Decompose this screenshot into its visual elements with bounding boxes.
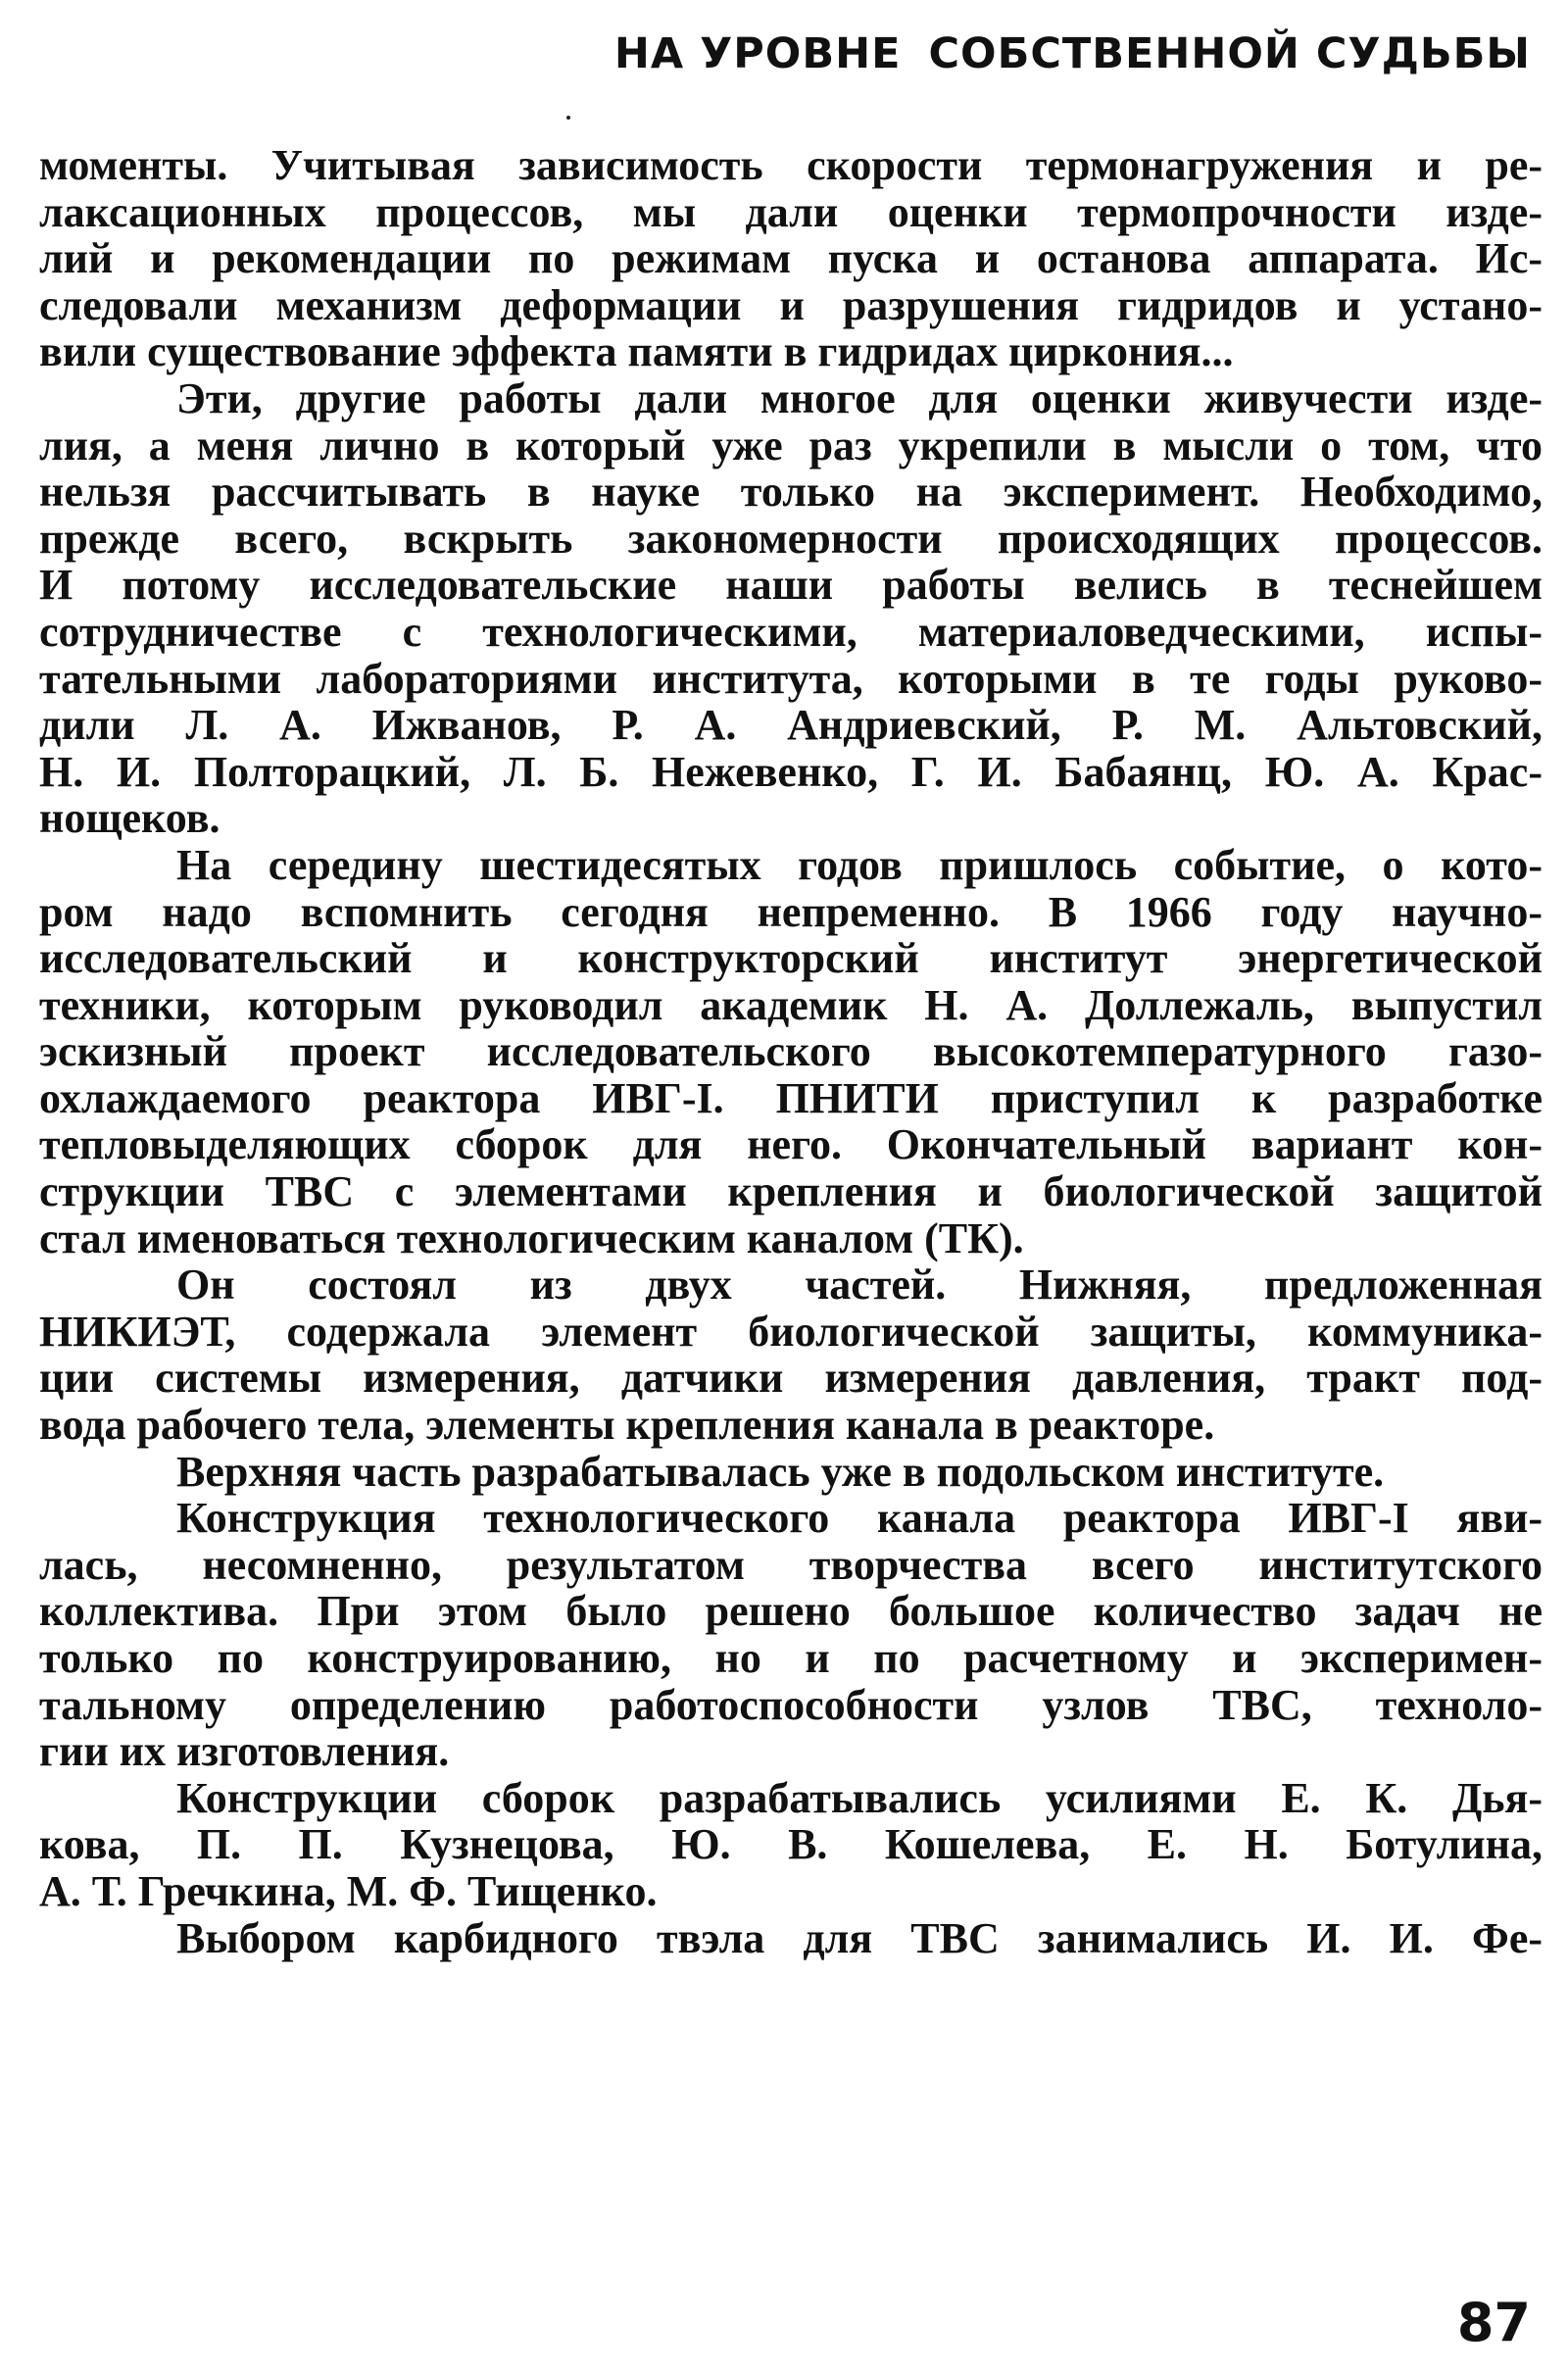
running-header: [614, 29, 1531, 78]
text-line: НИКИЭТ, содержала элемент биологической защиты, коммуника-: [39, 1307, 1543, 1356]
body-text: [39, 142, 1543, 1961]
text-line: сотрудничестве с технологическими, материаловедческими, испы-: [39, 607, 1543, 656]
text-line: вили существование эффекта памяти в гидридах циркония...: [39, 327, 1234, 376]
text-line: тательными лабораториями института, которыми в те годы руково-: [39, 654, 1543, 703]
text-line: ции системы измерения, датчики измерения давления, тракт под-: [39, 1354, 1543, 1403]
text-line: прежде всего, вскрыть закономерности происходящих процессов.: [39, 514, 1543, 563]
text-line: тепловыделяющих сборок для него. Окончательный вариант кон-: [39, 1120, 1543, 1169]
text-line: техники, которым руководил академик Н. А. Доллежаль, выпустил: [39, 980, 1543, 1029]
text-line: только по конструированию, но и по расчетному и эксперимен-: [39, 1634, 1543, 1682]
text-line: лий и рекомендации по режимам пуска и останова аппарата. Ис-: [39, 234, 1543, 283]
text-line: Эти, другие работы дали многое для оценки живучести изде-: [176, 373, 1543, 422]
text-line: кова, П. П. Кузнецова, Ю. В. Кошелева, Е. Н. Ботулина,: [39, 1820, 1543, 1869]
text-line: вода рабочего тела, элементы крепления канала в реакторе.: [39, 1401, 1215, 1450]
text-line: дили Л. А. Ижванов, Р. А. Андриевский, Р. М. Альтовский,: [39, 701, 1543, 750]
text-line: Н. И. Полторацкий, Л. Б. Нежевенко, Г. И. Бабаянц, Ю. А. Крас-: [39, 747, 1543, 796]
text-line: лаксационных процессов, мы дали оценки термопрочности изде-: [39, 187, 1543, 236]
text-line: нельзя рассчитывать в науке только на эксперимент. Необходимо,: [39, 468, 1543, 517]
text-line: нощеков.: [39, 794, 220, 843]
text-line: Конструкции сборок разрабатывались усилиями Е. К. Дья-: [176, 1773, 1543, 1822]
text-line: Конструкция технологического канала реактора ИВГ-I яви-: [176, 1494, 1543, 1543]
text-line: Он состоял из двух частей. Нижняя, предложенная: [176, 1261, 1543, 1310]
text-line: гии их изготовления.: [39, 1727, 450, 1776]
text-line: Верхняя часть разрабатывалась уже в подольском институте.: [176, 1447, 1385, 1496]
text-line: охлаждаемого реактора ИВГ-I. ПНИТИ приступил к разработке: [39, 1073, 1543, 1122]
text-line: ром надо вспомнить сегодня непременно. В 1966 году научно-: [39, 887, 1543, 936]
text-line: тальному определению работоспособности узлов ТВС, техноло-: [39, 1680, 1543, 1729]
text-line: моменты. Учитывая зависимость скорости термонагружения и ре-: [39, 141, 1543, 189]
text-line: следовали механизм деформации и разрушения гидридов и устано-: [39, 280, 1543, 329]
text-line: На середину шестидесятых годов пришлось событие, о кото-: [176, 840, 1543, 889]
running-header-part2: СОБСТВЕННОЙ СУДЬБЫ: [928, 29, 1531, 78]
text-line: А. Т. Гречкина, М. Ф. Тищенко.: [39, 1866, 658, 1915]
print-speck: [566, 116, 570, 120]
text-line: эскизный проект исследовательского высокотемпературного газо-: [39, 1027, 1543, 1076]
text-line: лась, несомненно, результатом творчества всего институтского: [39, 1540, 1543, 1589]
page-number: 87: [1456, 2292, 1531, 2353]
text-line: стал именоваться технологическим каналом (ТК).: [39, 1213, 1024, 1262]
text-line: И потому исследовательские наши работы велись в теснейшем: [39, 561, 1543, 610]
text-line: коллектива. При этом было решено большое количество задач не: [39, 1587, 1543, 1636]
running-header-part1: НА УРОВНЕ: [613, 29, 902, 78]
text-line: лия, а меня лично в который уже раз укрепили в мысли о том, что: [39, 420, 1543, 470]
text-line: струкции ТВС с элементами крепления и биологической защитой: [39, 1167, 1543, 1216]
text-line: Выбором карбидного твэла для ТВС занимались И. И. Фе-: [176, 1913, 1543, 1962]
text-line: исследовательский и конструкторский институт энергетической: [39, 934, 1543, 983]
